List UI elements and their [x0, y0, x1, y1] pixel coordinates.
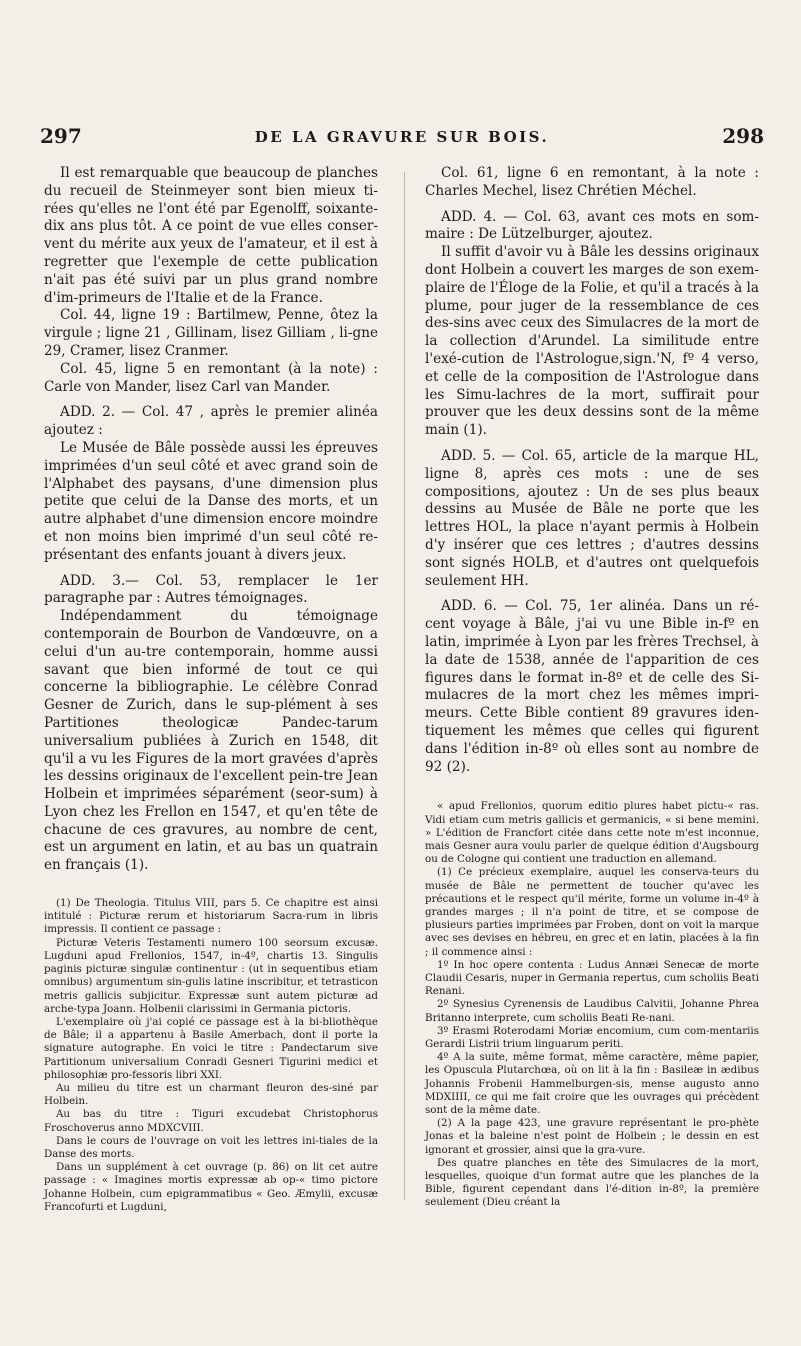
left-footnotes	[44, 897, 378, 1214]
left-column	[44, 165, 378, 1214]
page-number-left: 297	[40, 124, 82, 148]
running-header	[40, 120, 764, 148]
column-rule	[404, 172, 405, 1200]
footnote: « apud Frellonios, quorum editio plures habet pictu-« ras. Vidi etiam cum metris gallicis et germanicis, « si bene memini. » L'édition de Francfort citée dans cette note m'est inconnue, mais Gesner aura voulu parler de quelque édition d'Augsbourg ou de Cologne qui contient une traduction en allemand.	[425, 800, 759, 866]
right-column	[425, 165, 759, 1210]
paragraph: Col. 61, ligne 6 en remontant, à la note : Charles Mechel, lisez Chrétien Méchel.	[425, 165, 759, 199]
footnote: Dans le cours de l'ouvrage on voit les lettres ini-tiales de la Danse des morts.	[44, 1134, 378, 1160]
addendum-paragraph: ADD. 6. — Col. 75, 1er alinéa. Dans un ré-cent voyage à Bâle, j'ai vu une Bible in-fº en latin, imprimée à Lyon par les frères Trechsel, à la date de 1538, année de l'apparition de ces figures dans le format in-8º et de celle des Si-mulacres de la mort chez les mêmes impri-meurs. Cette Bible contient 89 gravures iden-tiquement les mêmes que celles qui figurent dans l'édition in-8º où elles sont au nombre de 92 (2).	[425, 598, 759, 775]
footnote: 4º A la suite, même format, même caractère, même papier, les Opuscula Plutarchœa, où on lit à la fin : Basileæ in ædibus Johannis Frobenii Hammelburgen-sis, mense augusto anno MDXIIII, ce qui me fait croire que les ouvrages qui précèdent sont de la même date.	[425, 1051, 759, 1116]
footnote: Picturæ Veteris Testamenti numero 100 seorsum excusæ. Lugduni apud Frellonios, 1547, in-4º, chartis 13. Singulis paginis picturæ singulæ continentur : (ut in sequentibus etiam omnibus) argumentum sin-gulis latine inscribitur, et tetrasticon metris gallicis subjicitur. Expressæ sunt autem picturæ ad arche-typa Joann. Holbenii clarissimi in Germania pictoris.	[44, 936, 378, 1015]
paragraph: Col. 45, ligne 5 en remontant (à la note) : Carle von Mander, lisez Carl van Mander.	[44, 360, 378, 395]
footnote: Des quatre planches en tête des Simulacres de la mort, lesquelles, quoique d'un format autre que les planches de la Bible, figurent cependant dans l'é-dition in-8º, la première seulement (Dieu créant la	[425, 1156, 759, 1209]
page-number-right: 298	[722, 124, 764, 148]
footnote: 1º In hoc opere contenta : Ludus Annæi Senecæ de morte Claudii Cesaris, nuper in Germania repertus, cum scholiis Beati Renani.	[425, 958, 759, 998]
paragraph: Il est remarquable que beaucoup de planches du recueil de Steinmeyer sont bien mieux ti-rées qu'elles ne l'ont été par Egenolff, soixante-dix ans plus tôt. A ce point de vue elles conser-vent du mérite aux yeux de l'amateur, et il est à regretter que l'exemple de cette publication n'ait pas été suivi par un plus grand nombre d'im-primeurs de l'Italie et de la France.	[44, 165, 378, 306]
footnote: 3º Erasmi Roterodami Moriæ encomium, cum com-mentariis Gerardi Listrii trium linguarum periti.	[425, 1024, 759, 1050]
addendum-paragraph: ADD. 5. — Col. 65, article de la marque HL, ligne 8, après ces mots : une de ses compositions, ajoutez : Un de ses plus beaux dessins au Musée de Bâle ne porte que les lettres HOL, la place n'ayant permis à Holbein d'y insérer que ces lettres ; d'autres dessins sont signés HOLB, et d'autres ont quelquefois seulement HH.	[425, 447, 759, 589]
addendum-heading: ADD. 3.— Col. 53, remplacer le 1er paragraphe par : Autres témoignages.	[44, 572, 378, 607]
footnote: L'exemplaire où j'ai copié ce passage est à la bi-bliothèque de Bâle; il a appartenu à Basile Amerbach, dont il porte la signature autographe. En voici le titre : Pandectarum sive Partitionum universalium Conradi Gesneri Tigurini medici et philosophiæ pro-fessoris libri XXI.	[44, 1015, 378, 1081]
footnote: 2º Synesius Cyrenensis de Laudibus Calvitii, Johanne Phrea Britanno interprete, cum scholiis Beati Re-nani.	[425, 998, 759, 1024]
footnote: Au bas du titre : Tiguri excudebat Christophorus Froschoverus anno MDXCVIII.	[44, 1108, 378, 1134]
paragraph: Le Musée de Bâle possède aussi les épreuves imprimées d'un seul côté et avec grand soin de l'Alphabet des paysans, d'une dimension plus petite que celui de la Danse des morts, et un autre alphabet d'une dimension encore moindre et non moins bien imprimé d'un seul côté re-présentant des enfants jouant à divers jeux.	[44, 439, 378, 563]
running-title: DE LA GRAVURE SUR BOIS.	[254, 128, 550, 146]
paragraph: Il suffit d'avoir vu à Bâle les dessins originaux dont Holbein a couvert les marges de son exem-plaire de l'Éloge de la Folie, et qu'il a tracés à la plume, pour juger de la ressemblance de ces des-sins avec ceux des Simulacres de la mort de la collection d'Arundel. La similitude entre l'exé-cution de l'Astrologue,sign.'N, fº 4 verso, et celle de la composition de l'Astrologue dans les Simu-lachres de la mort, suffirait pour prouver que les deux dessins sont de la même main (1).	[425, 244, 759, 439]
left-body-text	[44, 165, 378, 875]
right-body-text	[425, 165, 759, 776]
footnote: Dans un supplément à cet ouvrage (p. 86) on lit cet autre passage : « Imagines mortis expressæ ab op-« timo pictore Johanne Holbein, cum epigrammatibus « Geo. Æmylii, excusæ Francofurti et Lugduni,	[44, 1161, 378, 1213]
addendum-heading: ADD. 4. — Col. 63, avant ces mots en som-maire : De Lützelburger, ajoutez.	[425, 208, 759, 243]
footnote: (2) A la page 423, une gravure représentant le pro-phète Jonas et la baleine n'est point de Holbein ; le dessin en est ignorant et grossier, ainsi que la gra-vure.	[425, 1117, 759, 1156]
paragraph: Indépendamment du témoignage contemporain de Bourbon de Vandœuvre, on a celui d'un au-tre contemporain, homme aussi savant que bien informé de tout ce qui concerne la bibliographie. Le célèbre Conrad Gesner de Zurich, dans le sup-plément à ses Partitiones theologicæ Pandec-tarum universalium publiées à Zurich en 1548, dit qu'il a vu les Figures de la mort gravées d'après les dessins originaux de l'excellent pein-tre Jean Holbein et imprimées séparément (seor-sum) à Lyon chez les Frellon en 1547, et qu'en tête de chacune de ces gravures, au nombre de cent, est un argument en latin, et au bas un quatrain en français (1).	[44, 608, 378, 874]
right-footnotes	[425, 800, 759, 1209]
footnote: Au milieu du titre est un charmant fleuron des-siné par Holbein.	[44, 1081, 378, 1108]
addendum-heading: ADD. 2. — Col. 47 , après le premier alinéa ajoutez :	[44, 404, 378, 439]
paragraph: Col. 44, ligne 19 : Bartilmew, Penne, ôtez la virgule ; ligne 21 , Gillinam, lisez Gilliam , li-gne 29, Cramer, lisez Cranmer.	[44, 307, 378, 359]
footnote: (1) Ce précieux exemplaire, auquel les conserva-teurs du musée de Bâle ne permettent de toucher qu'avec les précautions et le respect qu'il mérite, forme un volume in-4º à grandes marges ; il n'a point de titre, et se compose de plusieurs parties imprimées par Froben, dont on voit la marque avec ses devises en hébreu, en grec et en latin, placées à la fin ; il commence ainsi :	[425, 866, 759, 958]
footnote: (1) De Theologia. Titulus VIII, pars 5. Ce chapitre est ainsi intitulé : Picturæ rerum et historiarum Sacra-rum in libris impressis. Il contient ce passage :	[44, 897, 378, 936]
